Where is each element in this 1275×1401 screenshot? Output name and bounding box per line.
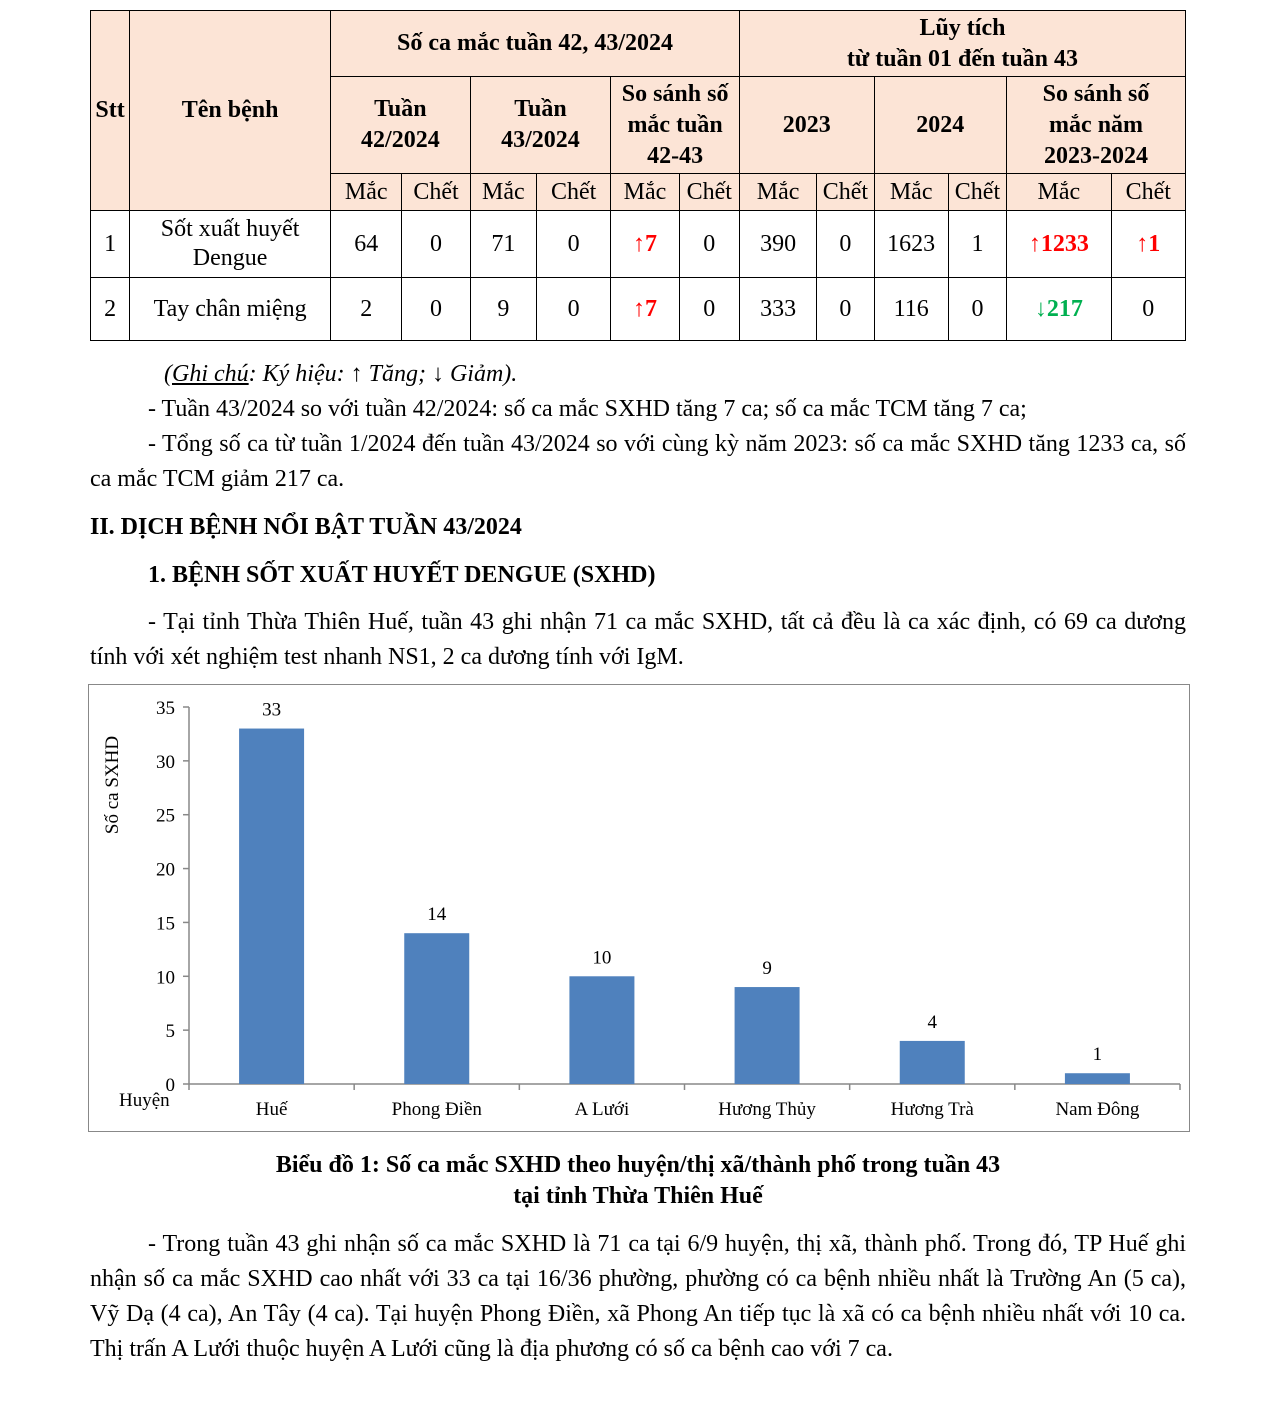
- bar: [735, 987, 800, 1084]
- cell-compare-year-deaths: 0: [1111, 278, 1185, 341]
- cell-2024-cases: 116: [874, 278, 948, 341]
- header-week43-line2: 43/2024: [501, 127, 580, 153]
- cell-compare-year-cases: ↓217: [1007, 278, 1111, 341]
- cell-2023-deaths: 0: [817, 278, 874, 341]
- bar-value-label: 9: [762, 958, 772, 980]
- header-compare-week-line2: mắc tuần: [627, 111, 723, 138]
- section-subheading: 1. BỆNH SỐT XUẤT HUYẾT DENGUE (SXHD): [148, 562, 656, 588]
- header-compare-year-line3: 2023-2024: [1044, 142, 1149, 169]
- analysis-paragraph: - Trong tuần 43 ghi nhận số ca mắc SXHD là 71 ca tại 6/9 huyện, thị xã, thành phố. Trong đó, TP Huế ghi nhận số ca mắc SXHD cao nhất với 33 ca tại 16/36 phường, phường có ca bệnh nhiều nhất là Trường An (5 ca), Vỹ Dạ (4 ca), An Tây (4 ca). Tại huyện Phong Điền, xã Phong An tiếp tục là xã có ca bệnh nhiều nhất với 10 ca. Thị trấn A Lưới thuộc huyện A Lưới cũng là địa phương có số ca bệnh cao với 7 ca.: [90, 1231, 1186, 1362]
- y-tick-label: 10: [156, 967, 175, 989]
- bar-value-label: 33: [262, 699, 282, 721]
- x-category-label: Phong Điền: [391, 1099, 482, 1120]
- bar-chart-svg: [89, 685, 1188, 1130]
- header-compare-year-line1: So sánh số: [1042, 80, 1150, 107]
- cell-2023-deaths: 0: [817, 211, 874, 278]
- header-disease-name: Tên bệnh: [130, 11, 331, 211]
- header-week42-line1: Tuần: [374, 96, 427, 122]
- y-tick-label: 15: [156, 913, 175, 935]
- note-week-comparison: - Tuần 43/2024 so với tuần 42/2024: số ca mắc SXHD tăng 7 ca; số ca mắc TCM tăng 7 ca;: [148, 396, 1027, 422]
- cell-2024-deaths: 1: [948, 211, 1006, 278]
- cell-w43-cases: 71: [470, 211, 536, 278]
- section-intro: - Tại tỉnh Thừa Thiên Huế, tuần 43 ghi nhận 71 ca mắc SXHD, tất cả đều là ca xác định, có 69 ca dương tính với xét nghiệm test nhanh NS1, 2 ca dương tính với IgM.: [90, 609, 1186, 670]
- header-cumulative-group: [739, 11, 1185, 77]
- caption-line2: tại tỉnh Thừa Thiên Huế: [513, 1183, 763, 1209]
- cell-2024-cases: 1623: [874, 211, 948, 278]
- cell-w43-deaths: 0: [536, 278, 610, 341]
- bar: [900, 1041, 965, 1084]
- x-category-label: A Lưới: [574, 1099, 630, 1120]
- bar: [239, 729, 304, 1084]
- x-category-label: Nam Đông: [1055, 1099, 1140, 1120]
- header-cumulative-line2: từ tuần 01 đến tuần 43: [846, 45, 1079, 72]
- bar-value-label: 4: [927, 1011, 937, 1033]
- legend-note: [90, 357, 1186, 392]
- header-compare-year: [1007, 77, 1186, 174]
- legend-open: (: [164, 361, 172, 387]
- x-category-label: Huế: [255, 1099, 288, 1120]
- header-weekly-group: Số ca mắc tuần 42, 43/2024: [331, 11, 740, 77]
- header-cases: Mắc: [739, 174, 816, 211]
- x-axis-label: Huyện: [119, 1090, 170, 1111]
- header-year2023: 2023: [739, 77, 874, 174]
- y-tick-label: 30: [156, 751, 175, 773]
- disease-name-line2: Dengue: [192, 245, 268, 271]
- x-category-label: Hương Thủy: [718, 1099, 816, 1120]
- cell-compare-week-deaths: 0: [679, 278, 739, 341]
- header-compare-week-line1: So sánh số: [621, 80, 729, 107]
- cell-w42-deaths: 0: [402, 278, 470, 341]
- header-cases: Mắc: [470, 174, 536, 211]
- disease-stats-table: [90, 10, 1186, 341]
- cell-w42-cases: 2: [331, 278, 402, 341]
- bar-chart: [88, 684, 1190, 1132]
- bar: [569, 976, 634, 1084]
- legend-text: : Ký hiệu: ↑ Tăng; ↓ Giảm).: [248, 361, 518, 387]
- header-cases: Mắc: [611, 174, 679, 211]
- bar-value-label: 1: [1092, 1044, 1103, 1066]
- y-tick-label: 0: [165, 1075, 175, 1096]
- document-page: [90, 10, 1186, 675]
- header-compare-week: [611, 77, 740, 174]
- header-deaths: Chết: [679, 174, 739, 211]
- header-deaths: Chết: [817, 174, 874, 211]
- cell-compare-year-deaths: ↑1: [1111, 211, 1185, 278]
- header-cumulative-line1: Lũy tích: [919, 14, 1006, 41]
- cell-compare-week-cases: ↑7: [611, 278, 679, 341]
- caption-line1: Biểu đồ 1: Số ca mắc SXHD theo huyện/thị xã/thành phố trong tuần 43: [275, 1152, 1001, 1178]
- cell-w42-deaths: 0: [402, 211, 470, 278]
- bar: [1065, 1073, 1130, 1084]
- y-tick-label: 25: [156, 805, 175, 827]
- y-tick-label: 35: [156, 698, 175, 719]
- header-deaths: Chết: [1111, 174, 1185, 211]
- header-compare-year-line2: mắc năm: [1049, 111, 1144, 138]
- header-compare-week-line3: 42-43: [647, 142, 704, 169]
- header-deaths: Chết: [948, 174, 1006, 211]
- cell-w43-cases: 9: [470, 278, 536, 341]
- cell-2024-deaths: 0: [948, 278, 1006, 341]
- header-year2024: 2024: [874, 77, 1007, 174]
- cell-disease-name: Tay chân miệng: [130, 278, 331, 341]
- header-deaths: Chết: [536, 174, 610, 211]
- header-week42: [331, 77, 471, 174]
- chart-caption: [90, 1150, 1186, 1212]
- analysis-section: [90, 1227, 1186, 1367]
- header-cases: Mắc: [331, 174, 402, 211]
- y-tick-label: 5: [165, 1021, 175, 1043]
- cell-disease-name: [130, 211, 331, 278]
- header-cases: Mắc: [1007, 174, 1111, 211]
- cell-2023-cases: 333: [739, 278, 816, 341]
- bar: [404, 933, 469, 1084]
- bar-value-label: 14: [427, 904, 447, 926]
- cell-w43-deaths: 0: [536, 211, 610, 278]
- legend-label: Ghi chú: [172, 361, 249, 387]
- cell-compare-week-deaths: 0: [679, 211, 739, 278]
- cell-compare-year-cases: ↑1233: [1007, 211, 1111, 278]
- header-week42-line2: 42/2024: [361, 127, 440, 153]
- cell-compare-week-cases: ↑7: [611, 211, 679, 278]
- table-row: [91, 211, 1186, 278]
- y-axis-label: Số ca SXHD: [102, 735, 123, 835]
- cell-w42-cases: 64: [331, 211, 402, 278]
- header-stt: Stt: [91, 11, 130, 211]
- disease-name-line1: Sốt xuất huyết: [160, 216, 300, 242]
- y-tick-label: 20: [156, 859, 175, 881]
- note-year-comparison: - Tổng số ca từ tuần 1/2024 đến tuần 43/2024 so với cùng kỳ năm 2023: số ca mắc SXHD tăng 1233 ca, số ca mắc TCM giảm 217 ca.: [90, 431, 1186, 492]
- header-week43: [470, 77, 611, 174]
- header-week43-line1: Tuần: [514, 96, 567, 122]
- bar-value-label: 10: [592, 947, 612, 969]
- header-deaths: Chết: [402, 174, 470, 211]
- x-category-label: Hương Trà: [890, 1099, 974, 1120]
- header-cases: Mắc: [874, 174, 948, 211]
- cell-2023-cases: 390: [739, 211, 816, 278]
- cell-stt: 1: [91, 211, 130, 278]
- section-heading: II. DỊCH BỆNH NỔI BẬT TUẦN 43/2024: [90, 514, 522, 540]
- table-row: [91, 278, 1186, 341]
- cell-stt: 2: [91, 278, 130, 341]
